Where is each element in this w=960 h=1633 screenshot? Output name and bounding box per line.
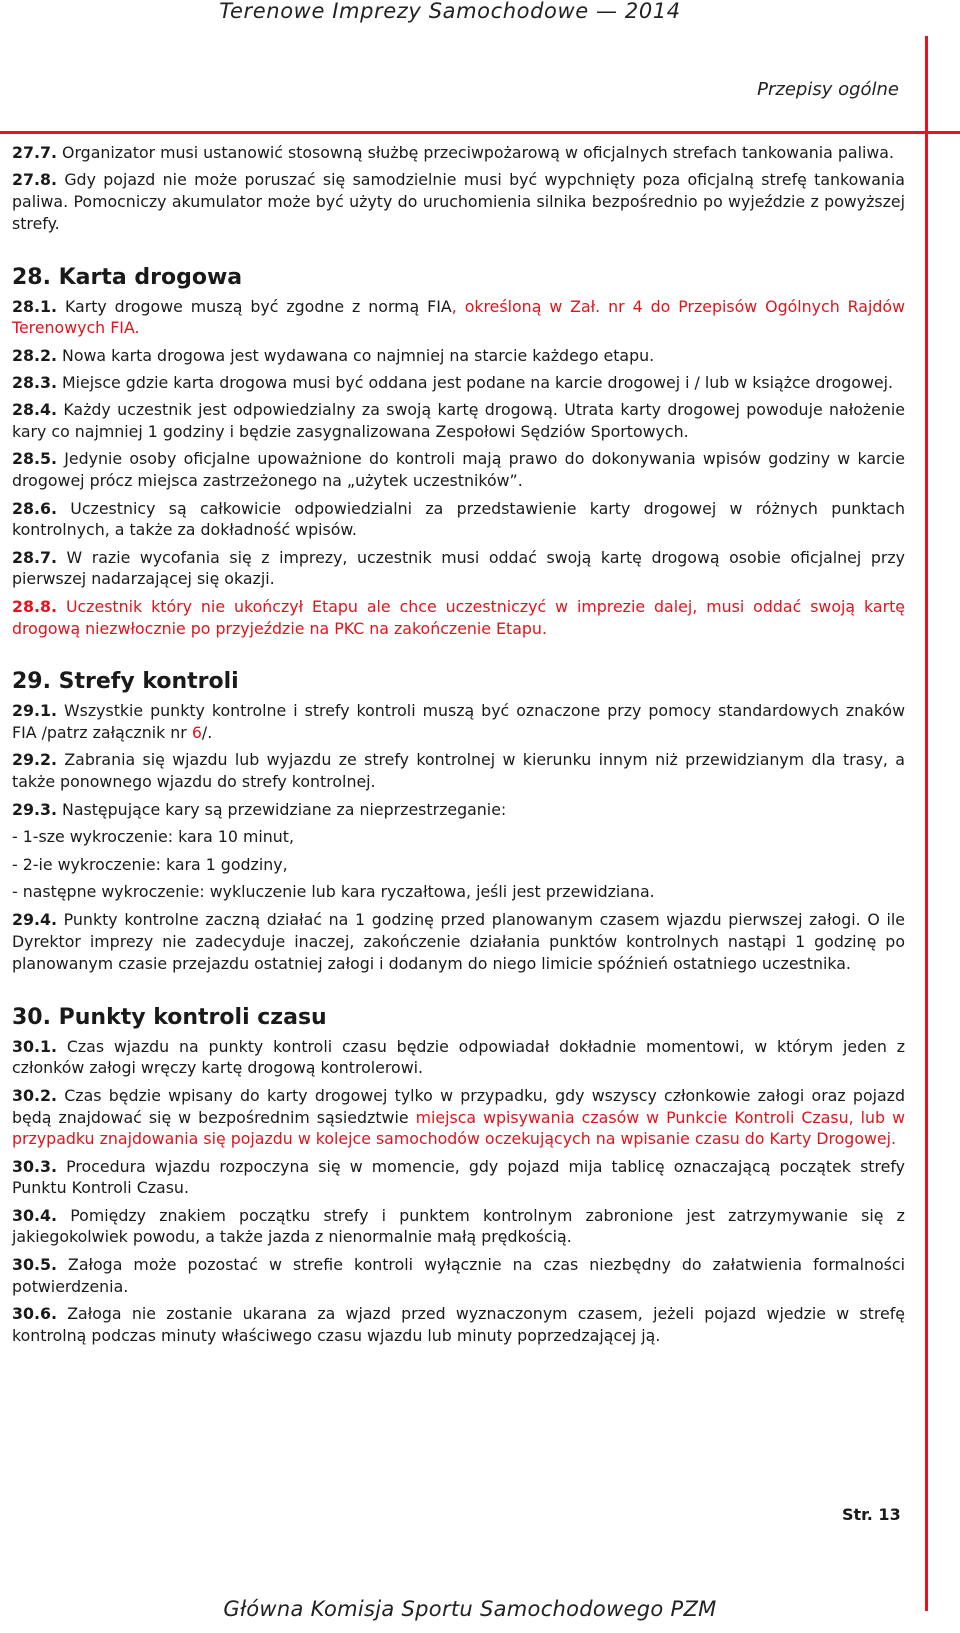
paragraph-28-5: 28.5. Jedynie osoby oficjalne upoważnione do kontroli mają prawo do dokonywania wpisów godziny w karcie drogowej prócz miejsca zastrzeżonego na „użytek uczestników”.	[12, 449, 905, 491]
paragraph-29-4: 29.4. Punkty kontrolne zaczną działać na 1 godzinę przed planowanym czasem wjazdu pierwszej załogi. O ile Dyrektor imprezy nie zadecyduje inaczej, zakończenie działania punktów kontrolnych nastąpi 1 godzinę po planowanym czasie przejazdu ostatniej załogi i dodanym do niego limicie spóźnień ostatniego uczestnika.	[12, 910, 905, 973]
section-name: Przepisy ogólne	[757, 79, 899, 100]
paragraph-28-3: 28.3. Miejsce gdzie karta drogowa musi być oddana jest podane na karcie drogowej i / lub w książce drogowej.	[12, 373, 894, 393]
red-horizontal-rule	[0, 131, 960, 134]
paragraph-28-7: 28.7. W razie wycofania się z imprezy, uczestnik musi oddać swoją kartę drogową osobie oficjalnej przy pierwszej nadarzającej się okazji.	[12, 547, 905, 589]
paragraph-28-8: 28.8. Uczestnik który nie ukończył Etapu ale chce uczestniczyć w imprezie dalej, musi oddać swoją kartę drogową niezwłocznie po przyjeździe na PKC na zakończenie Etapu.	[12, 596, 905, 638]
penalty-item: - 2-ie wykroczenie: kara 1 godziny,	[12, 854, 288, 874]
section-heading-29: 29. Strefy kontroli	[12, 669, 239, 695]
paragraph-29-1: 29.1. Wszystkie punkty kontrolne i strefy kontroli muszą być oznaczone przy pomocy standardowych znaków FIA /patrz załącznik nr 6/.	[12, 701, 905, 743]
penalty-item: - 1-sze wykroczenie: kara 10 minut,	[12, 826, 295, 846]
page-footer-title: Główna Komisja Sportu Samochodowego PZM	[223, 1597, 717, 1621]
paragraph-30-3: 30.3. Procedura wjazdu rozpoczyna się w momencie, gdy pojazd mija tablicę oznaczającą początek strefy Punktu Kontroli Czasu.	[12, 1156, 905, 1198]
paragraph-28-1: 28.1. Karty drogowe muszą być zgodne z normą FIA, określoną w Zał. nr 4 do Przepisów Ogólnych Rajdów Terenowych FIA.	[12, 296, 905, 338]
paragraph-28-6: 28.6. Uczestnicy są całkowicie odpowiedzialni za przedstawienie karty drogowej w różnych punktach kontrolnych, a także za dokładność wpisów.	[12, 498, 905, 540]
paragraph-30-4: 30.4. Pomiędzy znakiem początku strefy i punktem kontrolnym zabronione jest zatrzymywanie się z jakiegokolwiek powodu, a także jazda z nienormalnie małą prędkością.	[12, 1205, 905, 1247]
paragraph-30-2: 30.2. Czas będzie wpisany do karty drogowej tylko w przypadku, gdy wszyscy członkowie załogi oraz pojazd będą znajdować się w bezpośrednim sąsiedztwie miejsca wpisywania czasów w Punkcie Kontroli Czasu, lub w przypadku znajdowania się pojazdu w kolejce samochodów oczekujących na wpisanie czasu do Karty Drogowej.	[12, 1085, 906, 1149]
paragraph-27-7: 27.7. Organizator musi ustanowić stosowną służbę przeciwpożarową w oficjalnych strefach tankowania paliwa.	[12, 143, 894, 162]
penalty-item: - następne wykroczenie: wykluczenie lub kara ryczałtowa, jeśli jest przewidziana.	[12, 882, 655, 902]
paragraph-29-3: 29.3. Następujące kary są przewidziane za nieprzestrzeganie:	[12, 799, 507, 819]
paragraph-27-8: 27.8. Gdy pojazd nie może poruszać się samodzielnie musi być wypchnięty poza oficjalną strefę tankowania paliwa. Pomocniczy akumulator może być użyty do uruchomienia silnika bezpośrednio po wyjeździe z powyższej strefy.	[12, 170, 905, 233]
section-heading-28: 28. Karta drogowa	[12, 264, 243, 290]
section-heading-30: 30. Punkty kontroli czasu	[12, 1004, 327, 1030]
page-number: Str. 13	[842, 1505, 901, 1524]
red-vertical-rule	[925, 36, 928, 1611]
page-header-title: Terenowe Imprezy Samochodowe — 2014	[219, 0, 681, 23]
paragraph-30-5: 30.5. Załoga może pozostać w strefie kontroli wyłącznie na czas niezbędny do załatwienia formalności potwierdzenia.	[12, 1254, 905, 1296]
paragraph-29-2: 29.2. Zabrania się wjazdu lub wyjazdu ze strefy kontrolnej w kierunku innym niż przewidzianym dla trasy, a także ponownego wjazdu do strefy kontrolnej.	[12, 750, 905, 792]
paragraph-30-6: 30.6. Załoga nie zostanie ukarana za wjazd przed wyznaczonym czasem, jeżeli pojazd wjedzie w strefę kontrolną podczas minuty właściwego czasu wjazdu lub minuty poprzedzającej ją.	[12, 1303, 905, 1345]
paragraph-28-4: 28.4. Każdy uczestnik jest odpowiedzialny za swoją kartę drogową. Utrata karty drogowej powoduje nałożenie kary co najmniej 1 godziny i będzie zasygnalizowana Zespołowi Sędziów Sportowych.	[12, 400, 906, 442]
paragraph-28-2: 28.2. Nowa karta drogowa jest wydawana co najmniej na starcie każdego etapu.	[12, 345, 655, 365]
document-body	[12, 142, 905, 1352]
paragraph-30-1: 30.1. Czas wjazdu na punkty kontroli czasu będzie odpowiadał dokładnie momentowi, w którym jeden z członków załogi wręczy kartę drogową kontrolerowi.	[12, 1036, 905, 1078]
